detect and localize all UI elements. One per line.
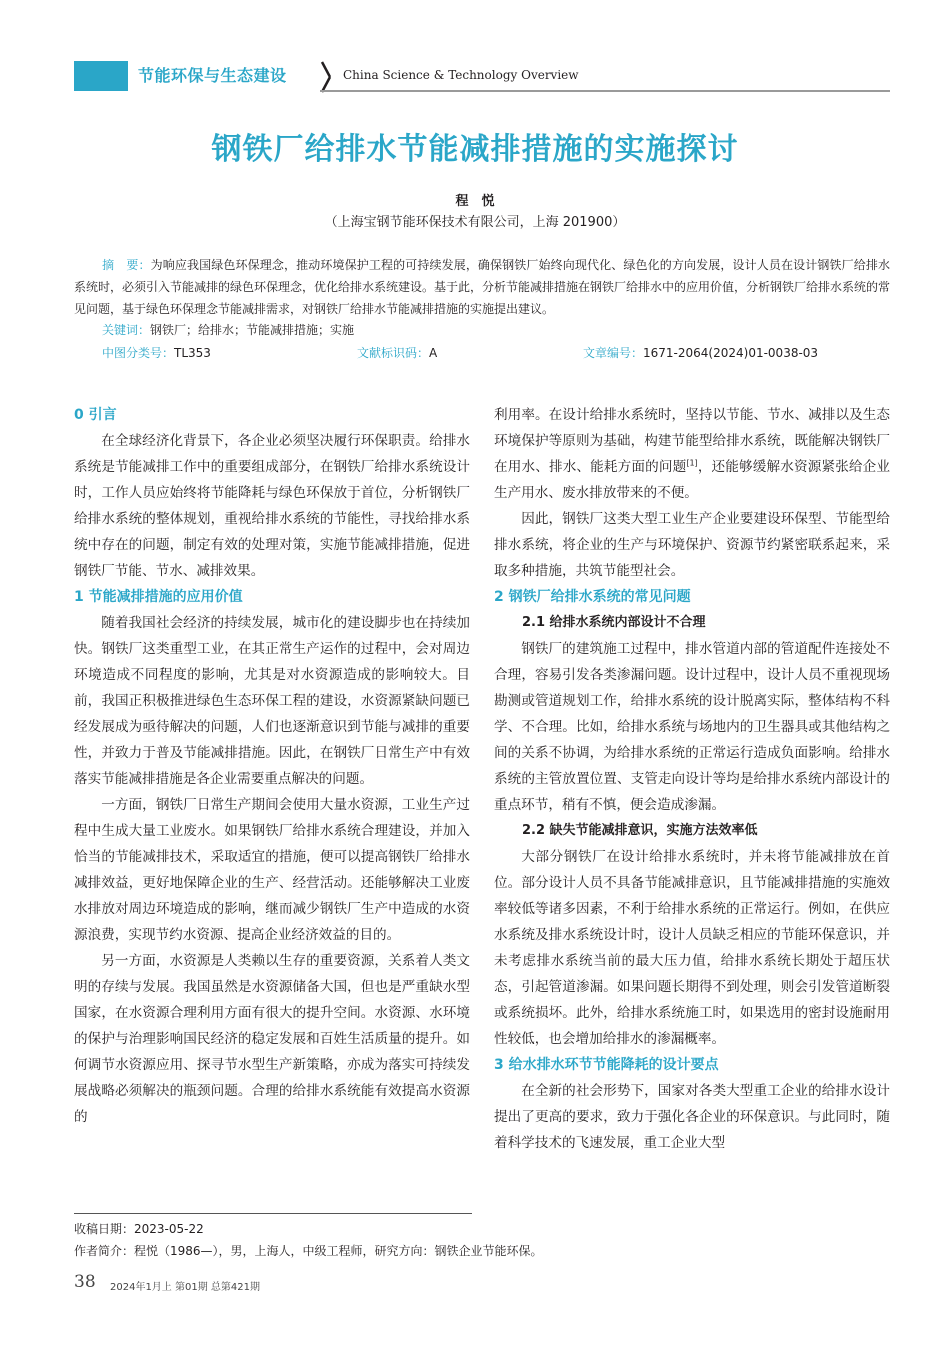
section-name: 节能环保与生态建设: [138, 66, 287, 85]
subsection-heading: 2.2 缺失节能减排意识，实施方法效率低: [522, 823, 758, 838]
paragraph: 大部分钢铁厂在设计给排水系统时，并未将节能减排放在首位。部分设计人员不具备节能减排意识，且节能减排措施的实施效率较低等诸多因素，不利于给排水系统的正常运行。例如，在供应水系统及排水系统设计时，设计人员缺乏相应的节能环保意识，并未考虑排水系统当前的最大压力值，给排水系统长期处于超压状态，引起管道渗漏。如果问题长期得不到处理，则会引发管道断裂或系统损坏。此外，给排水系统施工时，如果选用的密封设施耐用性较低，也会增加给排水的渗漏概率。: [494, 849, 890, 1047]
page-number: 38: [74, 1272, 96, 1292]
section-heading: 0 引言: [74, 407, 117, 423]
keywords-text: 钢铁厂；给排水；节能减排措施；实施: [150, 323, 355, 337]
issue-info: 2024年1月上 第01期 总第421期: [110, 1282, 260, 1293]
header-rule: [320, 90, 890, 92]
journal-name: China Science & Technology Overview: [343, 68, 579, 82]
paragraph: 在全球经济化背景下，各企业必须坚决履行环保职责。给排水系统是节能减排工作中的重要组成部分，在钢铁厂给排水系统设计时，工作人员应始终将节能降耗与绿色环保放于首位，分析钢铁厂给排水系统的整体规划，重视给排水系统的节能性，寻找给排水系统中存在的问题，制定有效的处理对策，实施节能减排措施，促进钢铁厂节能、节水、减排效果。: [74, 433, 470, 579]
keywords: [102, 320, 882, 340]
keywords-label: 关键词：: [102, 323, 151, 337]
paragraph-text: 利用率。在设计给排水系统时，坚持以节能、节水、减排以及生态环境保护等原则为基础，构建节能型给排水系统，既能解决钢铁厂在用水、排水、能耗方面的问题: [494, 407, 890, 475]
paragraph-continued: [494, 402, 890, 506]
paragraph: 在全新的社会形势下，国家对各类大型重工企业的给排水设计提出了更高的要求，致力于强化各企业的环保意识。与此同时，随着科学技术的飞速发展，重工企业大型: [494, 1083, 890, 1151]
right-column: [494, 402, 890, 1156]
section-heading: 3 给水排水环节节能降耗的设计要点: [494, 1057, 719, 1073]
header-color-block: [74, 61, 128, 91]
clc-value: TL353: [174, 346, 211, 360]
article-number-value: 1671-2064(2024)01-0038-03: [643, 346, 819, 360]
left-column: [74, 402, 470, 1130]
section-heading: 1 节能减排措施的应用价值: [74, 589, 243, 605]
paragraph-text: ，还能够缓解水资源紧张给企业生产用水、废水排放带来的不便。: [494, 459, 890, 501]
footnote-rule: [74, 1213, 472, 1214]
author-name: 程 悦: [455, 194, 495, 209]
clc-number: [102, 344, 211, 361]
subsection-heading: 2.1 给排水系统内部设计不合理: [522, 615, 706, 630]
abstract-text: 为响应我国绿色环保理念，推动环境保护工程的可持续发展，确保钢铁厂始终向现代化、绿色化的方向发展，设计人员在设计钢铁厂给排水系统时，必须引入节能减排的绿色环保理念，优化给排水系统建设。基于此，分析节能减排措施在钢铁厂给排水中的应用价值，分析钢铁厂给排水系统的常见问题，基于绿色环保理念节能减排需求，对钢铁厂给排水节能减排措施的实施提出建议。: [74, 258, 891, 316]
article-number: [583, 344, 818, 361]
received-date: 收稿日期：2023-05-22: [74, 1222, 204, 1236]
doc-code-label: 文献标识码：: [357, 346, 430, 360]
abstract-label: 摘 要：: [102, 258, 151, 272]
citation-ref: [1]: [686, 458, 698, 468]
clc-label: 中图分类号：: [102, 346, 175, 360]
paragraph: 另一方面，水资源是人类赖以生存的重要资源，关系着人类文明的存续与发展。我国虽然是水资源储备大国，但也是严重缺水型国家，在水资源合理利用方面有很大的提升空间。水资源、水环境的保护与治理影响国民经济的稳定发展和百姓生活质量的提升。如何调节水资源应用、探寻节水型生产新策略，亦成为落实可持续发展战略必须解决的瓶颈问题。合理的给排水系统能有效提高水资源的: [74, 953, 470, 1125]
article-title: 钢铁厂给排水节能减排措施的实施探讨: [211, 132, 739, 167]
article-number-label: 文章编号：: [583, 346, 644, 360]
document-code: [357, 344, 437, 361]
header-slash-divider: [316, 60, 336, 94]
paragraph: 因此，钢铁厂这类大型工业生产企业要建设环保型、节能型给排水系统，将企业的生产与环境保护、资源节约紧密联系起来，采取多种措施，共筑节能型社会。: [494, 511, 890, 579]
author-affiliation: （上海宝钢节能环保技术有限公司，上海 201900）: [324, 215, 626, 230]
paragraph: 随着我国社会经济的持续发展，城市化的建设脚步也在持续加快。钢铁厂这类重型工业，在其正常生产运作的过程中，会对周边环境造成不同程度的影响，尤其是对水资源造成的影响较大。目前，我国正积极推进绿色生态环保工程的建设，水资源紧缺问题已经发展成为亟待解决的问题，人们也逐渐意识到节能与减排的重要性，并致力于普及节能减排措施。因此，在钢铁厂日常生产中有效落实节能减排措施是各企业需要重点解决的问题。: [74, 615, 470, 787]
section-heading: 2 钢铁厂给排水系统的常见问题: [494, 589, 691, 605]
abstract: [74, 254, 890, 320]
doc-code-value: A: [429, 346, 438, 360]
paragraph: 一方面，钢铁厂日常生产期间会使用大量水资源，工业生产过程中生成大量工业废水。如果钢铁厂给排水系统合理建设，并加入恰当的节能减排技术，采取适宜的措施，便可以提高钢铁厂给排水减排效益，更好地保障企业的生产、经营活动。还能够解决工业废水排放对周边环境造成的影响，继而减少钢铁厂生产中造成的水资源浪费，实现节约水资源、提高企业经济效益的目的。: [74, 797, 470, 943]
author-bio: 作者简介：程悦（1986—），男，上海人，中级工程师，研究方向：钢铁企业节能环保。: [74, 1244, 543, 1258]
paragraph: 钢铁厂的建筑施工过程中，排水管道内部的管道配件连接处不合理，容易引发各类渗漏问题。设计过程中，设计人员不重视现场勘测或管道规划工作，给排水系统的设计脱离实际，整体结构不科学、不合理。比如，给排水系统与场地内的卫生器具或其他结构之间的关系不协调，为给排水系统的正常运行造成负面影响。给排水系统的主管放置位置、支管走向设计等均是给排水系统内部设计的重点环节，稍有不慎，便会造成渗漏。: [494, 641, 890, 813]
